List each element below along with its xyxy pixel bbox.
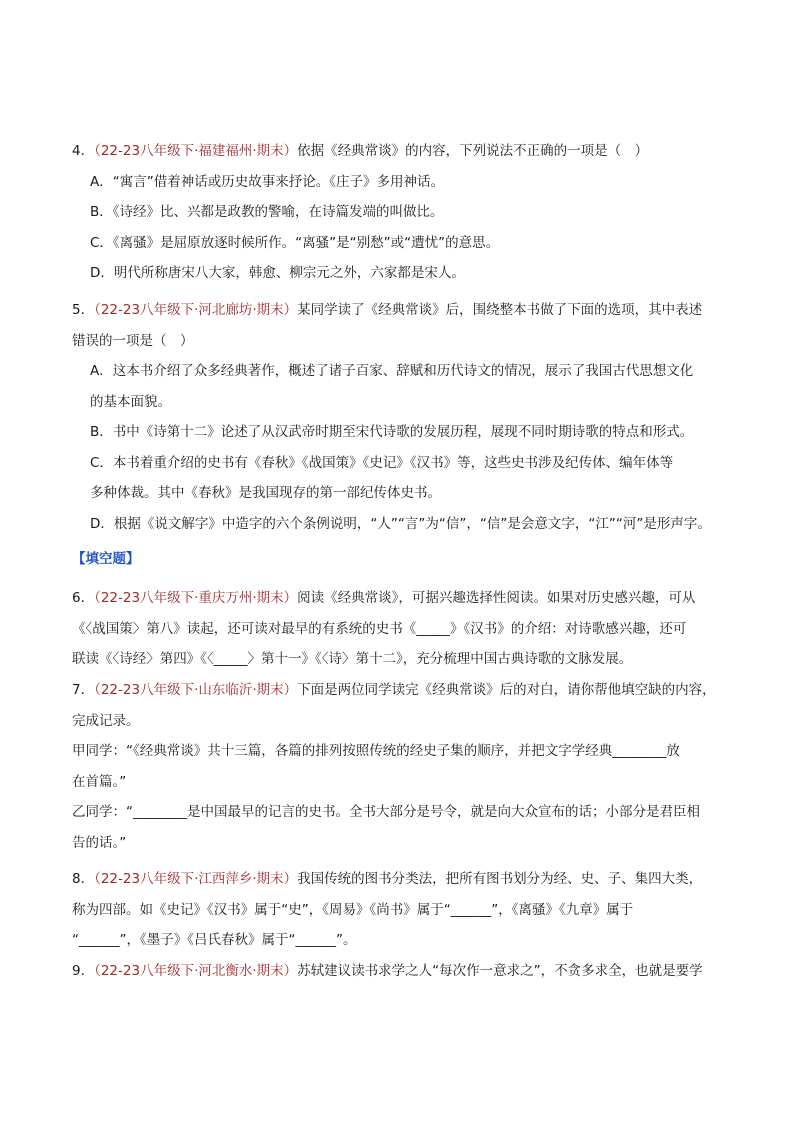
question-text-continued: 称为四部。如《史记》《汉书》属于“史”，《周易》《尚书》属于“______”，《离骚》《九章》属于 [72,901,634,918]
question-text: 依据《经典常谈》的内容，下列说法不正确的一项是（ ） [297,143,649,159]
question-5 [72,295,732,539]
question-text: 苏轼建议读书求学之人“每次作一意求之”，不贪多求全，也就是要学 [297,963,703,979]
question-source: （22-23八年级下·山东临沂·期末） [94,682,298,698]
question-text: 某同学读了《经典常谈》后，围绕整本书做了下面的选项，其中表述 [297,302,703,318]
question-6 [72,583,732,675]
option-a: A．这本书介绍了众多经典著作，概述了诸子百家、辞赋和历代诗文的情况，展示了我国古代思想文化 [90,363,694,379]
option-b: B．《诗经》比、兴都是政教的警喻，在诗篇发端的叫做比。 [90,204,444,220]
question-stem [72,675,732,706]
question-9 [72,956,732,987]
dialog-line: 甲同学：“《经典常谈》共十三篇，各篇的排列按照传统的经史子集的顺序，并把文字学经典________放 [72,743,680,759]
question-7 [72,675,732,858]
option-b: B．书中《诗第十二》论述了从汉武帝时期至宋代诗歌的发展历程，展现不同时期诗歌的特点和形式。 [90,424,694,440]
question-8 [72,864,732,956]
question-4 [72,136,732,289]
question-source: （22-23八年级下·河北廊坊·期末） [94,302,298,318]
option-c: C．《离骚》是屈原放逐时候所作。“离骚”是“别愁”或“遭忧”的意思。 [90,234,500,251]
option-c-continued: 多种体裁。其中《春秋》是我国现存的第一部纪传体史书。 [90,485,441,501]
question-text-continued: “______”，《墨子》《吕氏春秋》属于“______”。 [72,932,357,948]
dialog-line: 告的话。” [72,834,127,851]
option-c: C．本书着重介绍的史书有《春秋》《战国策》《史记》《汉书》等，这些史书涉及纪传体、编年体等 [90,454,674,471]
question-text-continued: 联读《〈诗经〉第四》《〈_____〉第十一》《〈诗〉第十二》，充分梳理中国古典诗歌的文脉发展。 [72,651,633,667]
option-a-continued: 的基本面貌。 [90,393,171,410]
option-d: D．明代所称唐宋八大家，韩愈、柳宗元之外，六家都是宋人。 [90,265,465,281]
question-number: 8． [72,871,95,887]
question-number: 4． [72,143,95,159]
question-text-continued: 《〈战国策〉第八》读起，还可读对最早的有系统的史书《_____》《汉书》的介绍：对诗歌感兴趣，还可 [72,620,687,637]
question-stem [72,136,732,167]
question-text: 阅读《经典常谈》，可据兴趣选择性阅读。如果对历史感兴趣，可从 [297,590,696,606]
question-source: （22-23八年级下·福建福州·期末） [94,143,298,159]
option-a: A．“寓言”借着神话或历史故事来抒论。《庄子》多用神话。 [90,173,444,190]
question-number: 6． [72,590,95,606]
dialog-line: 乙同学：“________是中国最早的记言的史书。全书大部分是号令，就是向大众宣布的话；小部分是君臣相 [72,804,700,820]
question-text: 我国传统的图书分类法，把所有图书划分为经、史、子、集四大类， [297,871,703,887]
dialog-line: 在首篇。” [72,773,127,790]
section-heading [72,544,732,575]
question-source: （22-23八年级下·河北衡水·期末） [94,963,298,979]
question-source: （22-23八年级下·重庆万州·期末） [94,590,298,606]
question-number: 7． [72,682,95,698]
question-stem [72,295,732,326]
option-d: D．根据《说文解字》中造字的六个条例说明，“人”“言”为“信”，“信”是会意文字，“江”“河”是形声字。 [90,515,711,532]
section-title: 【填空题】 [72,551,140,567]
question-text-continued: 完成记录。 [72,712,140,729]
question-stem [72,864,732,895]
question-stem [72,583,732,614]
question-source: （22-23八年级下·江西萍乡·期末） [94,871,298,887]
question-text-continued: 错误的一项是（ ） [72,332,194,349]
question-number: 9． [72,963,95,979]
question-text: 下面是两位同学读完《经典常谈》后的对白，请你帮他填空缺的内容， [297,682,716,698]
question-number: 5． [72,302,95,318]
question-stem [72,956,732,987]
